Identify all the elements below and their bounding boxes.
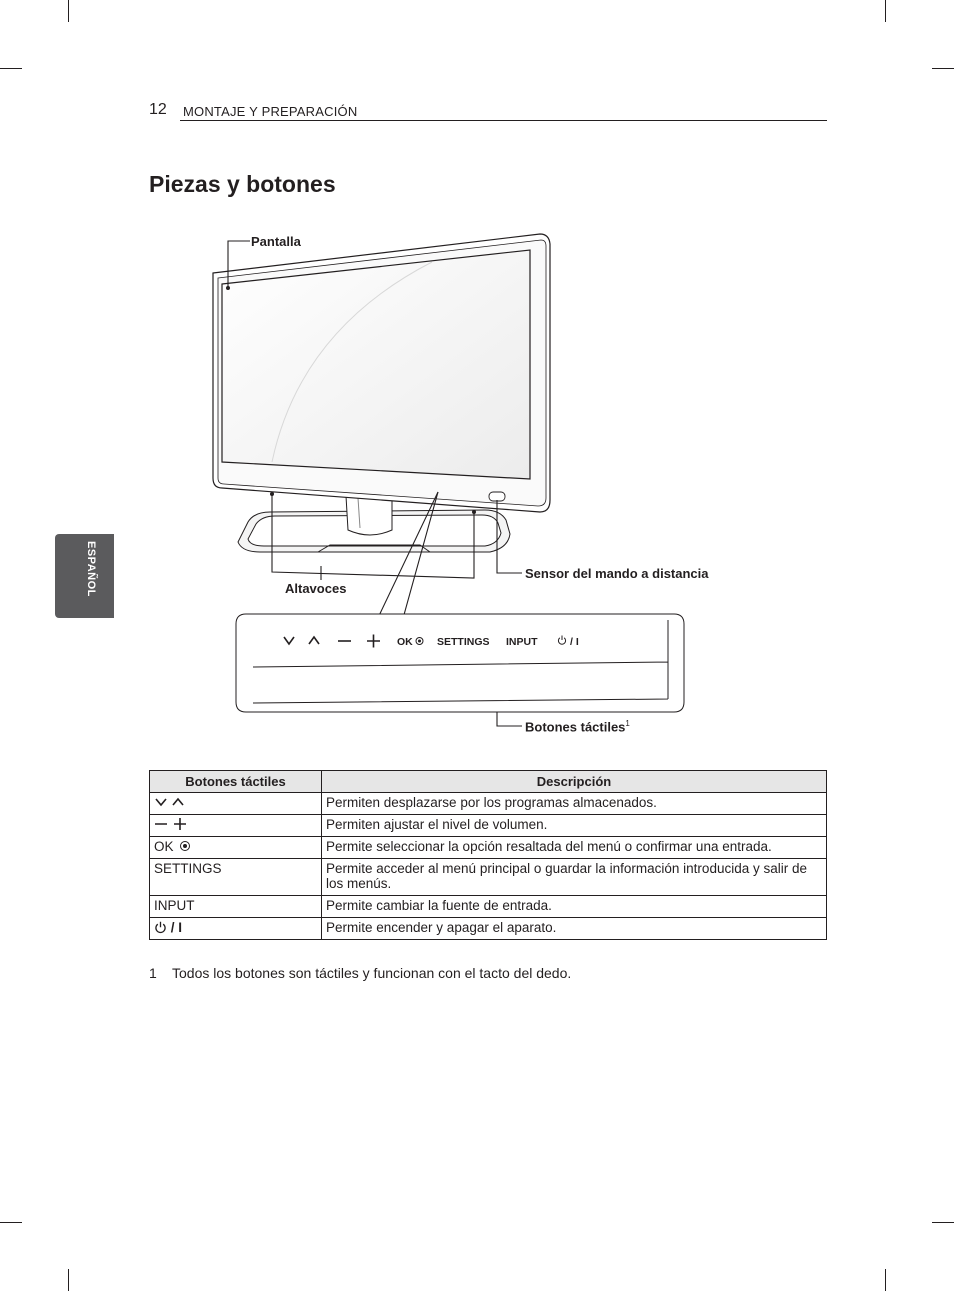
footnote-number: 1 — [149, 965, 157, 981]
table-row — [150, 837, 827, 859]
label-touch-buttons-text: Botones táctiles — [525, 719, 626, 735]
table-cell-description: Permite encender y apagar el aparato. — [322, 918, 827, 940]
table-cell-description: Permite seleccionar la opción resaltada del menú o confirmar una entrada. — [322, 837, 827, 859]
panel-input-label: INPUT — [506, 636, 538, 648]
table-cell-description: Permiten ajustar el nivel de volumen. — [322, 815, 827, 837]
label-touch-buttons — [525, 719, 630, 734]
touch-panel-zoom — [236, 614, 684, 712]
crop-mark — [932, 1222, 954, 1223]
page-number: 12 — [149, 101, 167, 118]
minus-plus-icon — [154, 818, 190, 830]
table-cell-description: Permite acceder al menú principal o guardar la información introducida y salir de los menús. — [322, 859, 827, 896]
language-tab-label: ESPAÑOL — [85, 541, 97, 597]
label-screen: Pantalla — [251, 234, 301, 249]
power-button-label: / I — [170, 920, 183, 935]
power-icon — [154, 921, 167, 934]
ok-button-label: OK — [154, 839, 174, 854]
table-cell-description: Permite cambiar la fuente de entrada. — [322, 896, 827, 918]
page-title: Piezas y botones — [149, 171, 336, 197]
table-header: Botones táctiles — [150, 771, 322, 793]
table-cell-button — [150, 918, 322, 940]
panel-ok-label: OK — [397, 636, 413, 648]
table-cell-button — [150, 815, 322, 837]
table-cell-button — [150, 837, 322, 859]
target-icon — [179, 840, 191, 852]
table-header-row — [150, 771, 827, 793]
table-row — [150, 859, 827, 896]
table-header: Descripción — [322, 771, 827, 793]
crop-mark — [0, 1222, 22, 1223]
footnote-ref: 1 — [625, 719, 630, 728]
table-cell-button: SETTINGS — [150, 859, 322, 896]
panel-power-label: / I — [570, 636, 579, 648]
table-cell-button: INPUT — [150, 896, 322, 918]
table-row — [150, 815, 827, 837]
monitor — [213, 234, 550, 512]
label-speakers: Altavoces — [285, 581, 347, 596]
table-row — [150, 896, 827, 918]
buttons-table — [149, 770, 827, 940]
table-row — [150, 793, 827, 815]
chevron-down-up-icon — [154, 796, 190, 808]
label-remote-sensor: Sensor del mando a distancia — [525, 566, 709, 581]
crop-mark — [68, 1269, 69, 1291]
table-cell-description: Permiten desplazarse por los programas almacenados. — [322, 793, 827, 815]
crop-mark — [885, 1269, 886, 1291]
panel-settings-label: SETTINGS — [437, 636, 490, 648]
table-cell-button — [150, 793, 322, 815]
table-row — [150, 918, 827, 940]
footnote-text: Todos los botones son táctiles y funcionan con el tacto del dedo. — [172, 965, 572, 981]
section-title: MONTAJE Y PREPARACIÓN — [183, 104, 358, 119]
